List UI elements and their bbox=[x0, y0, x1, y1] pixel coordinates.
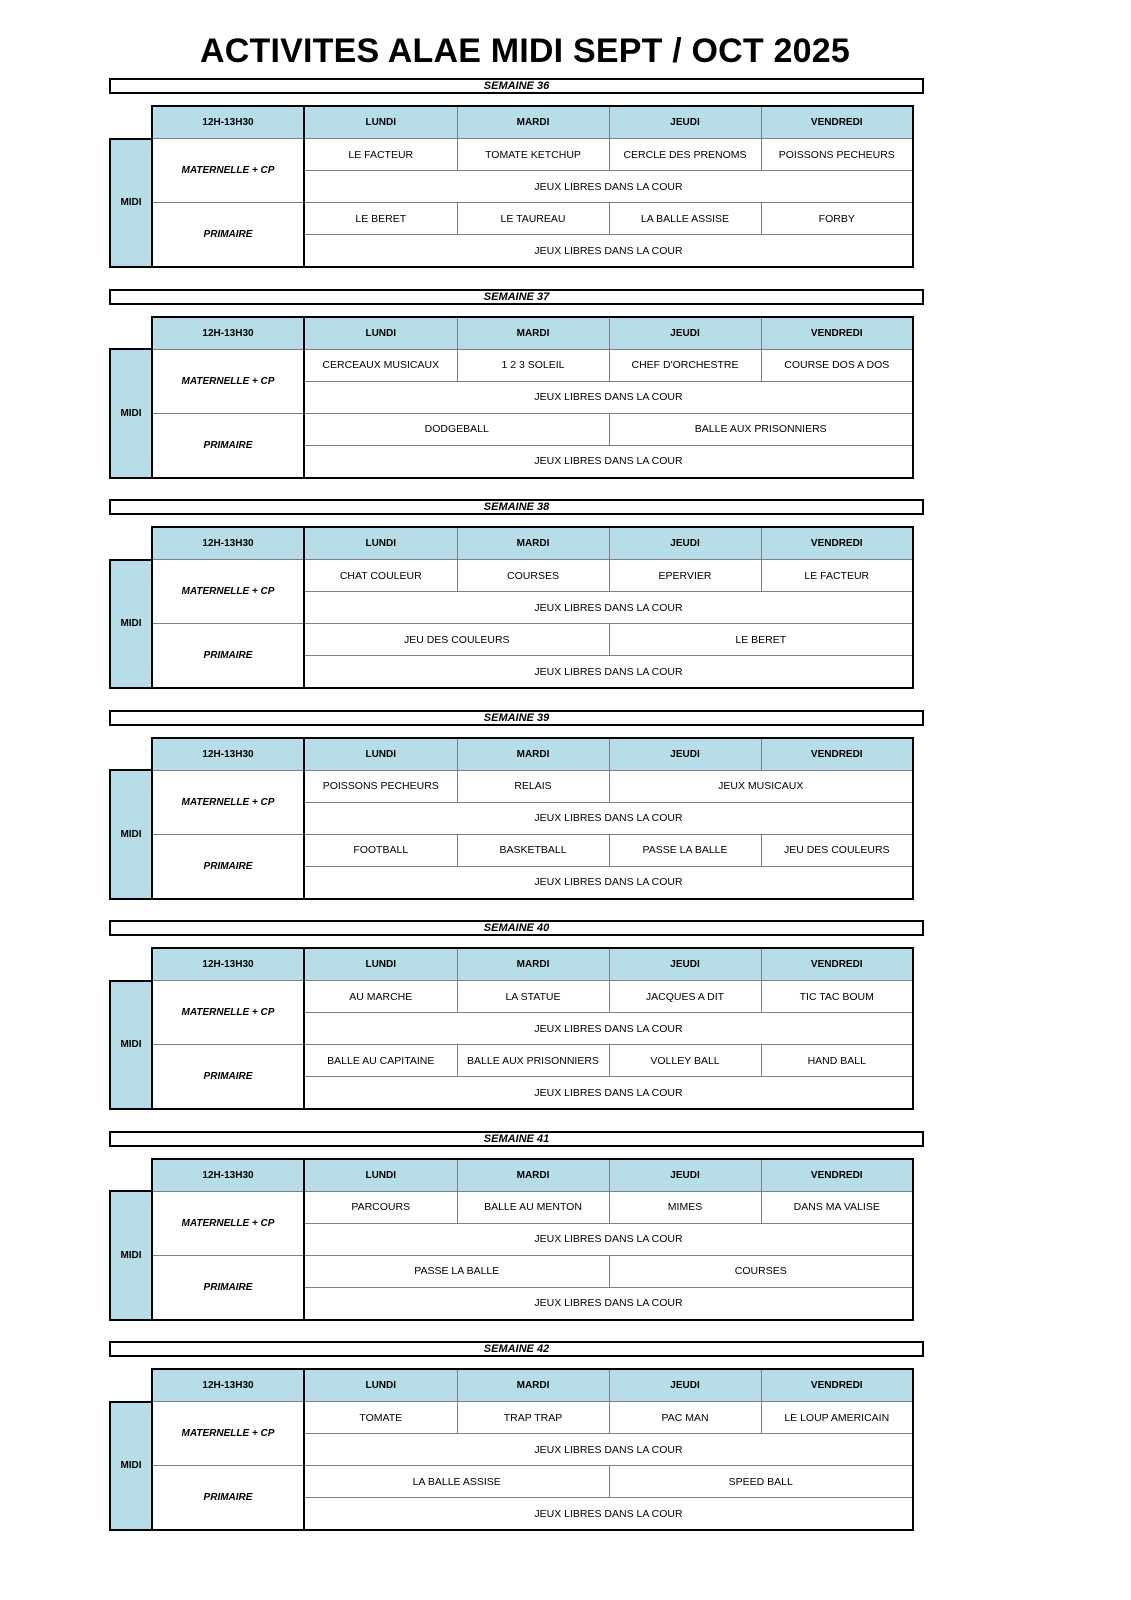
corner-cell bbox=[110, 948, 152, 981]
day-header: LUNDI bbox=[304, 317, 457, 350]
time-slot-header: 12H-13H30 bbox=[152, 1369, 304, 1402]
primaire-label: PRIMAIRE bbox=[152, 624, 304, 689]
midi-label: MIDI bbox=[110, 349, 152, 478]
activity-cell: LE TAUREAU bbox=[457, 203, 609, 235]
time-slot-header: 12H-13H30 bbox=[152, 106, 304, 139]
activity-cell: POISSONS PECHEURS bbox=[761, 139, 913, 171]
header-row bbox=[110, 106, 913, 139]
primaire-label: PRIMAIRE bbox=[152, 413, 304, 478]
activity-cell: CERCLE DES PRENOMS bbox=[609, 139, 761, 171]
day-header: MARDI bbox=[457, 317, 609, 350]
maternelle-label: MATERNELLE + CP bbox=[152, 981, 304, 1045]
midi-label: MIDI bbox=[110, 560, 152, 689]
day-header: LUNDI bbox=[304, 106, 457, 139]
activity-cell: PASSE LA BALLE bbox=[304, 1255, 609, 1287]
header-row bbox=[110, 317, 913, 350]
activity-cell: LE BERET bbox=[304, 203, 457, 235]
maternelle-activities-row bbox=[110, 981, 913, 1013]
activity-cell: BALLE AUX PRISONNIERS bbox=[609, 413, 913, 445]
schedule-table bbox=[109, 526, 914, 689]
midi-label: MIDI bbox=[110, 770, 152, 899]
day-header: VENDREDI bbox=[761, 106, 913, 139]
week-section bbox=[0, 499, 1131, 699]
activity-cell: VOLLEY BALL bbox=[609, 1045, 761, 1077]
activity-cell: PARCOURS bbox=[304, 1191, 457, 1223]
activity-cell: PAC MAN bbox=[609, 1402, 761, 1434]
week-label: SEMAINE 36 bbox=[109, 78, 924, 94]
corner-cell bbox=[110, 1369, 152, 1402]
week-label: SEMAINE 38 bbox=[109, 499, 924, 515]
day-header: MARDI bbox=[457, 1369, 609, 1402]
day-header: VENDREDI bbox=[761, 948, 913, 981]
activity-cell: 1 2 3 SOLEIL bbox=[457, 349, 609, 381]
primaire-label: PRIMAIRE bbox=[152, 1466, 304, 1531]
primaire-activities-row bbox=[110, 203, 913, 235]
schedule-table bbox=[109, 105, 914, 268]
midi-label: MIDI bbox=[110, 981, 152, 1110]
maternelle-activities-row bbox=[110, 139, 913, 171]
time-slot-header: 12H-13H30 bbox=[152, 527, 304, 560]
activity-cell: COURSES bbox=[457, 560, 609, 592]
header-row bbox=[110, 738, 913, 771]
free-play-cell: JEUX LIBRES DANS LA COUR bbox=[304, 802, 913, 834]
activity-cell: LE LOUP AMERICAIN bbox=[761, 1402, 913, 1434]
day-header: MARDI bbox=[457, 1159, 609, 1192]
activity-cell: CHEF D'ORCHESTRE bbox=[609, 349, 761, 381]
day-header: VENDREDI bbox=[761, 527, 913, 560]
corner-cell bbox=[110, 317, 152, 350]
day-header: MARDI bbox=[457, 527, 609, 560]
day-header: JEUDI bbox=[609, 317, 761, 350]
activity-cell: HAND BALL bbox=[761, 1045, 913, 1077]
midi-label: MIDI bbox=[110, 139, 152, 268]
day-header: LUNDI bbox=[304, 738, 457, 771]
activity-cell: BASKETBALL bbox=[457, 834, 609, 866]
activity-cell: CHAT COULEUR bbox=[304, 560, 457, 592]
free-play-cell: JEUX LIBRES DANS LA COUR bbox=[304, 1077, 913, 1110]
activity-cell: MIMES bbox=[609, 1191, 761, 1223]
activity-cell: CERCEAUX MUSICAUX bbox=[304, 349, 457, 381]
primaire-activities-row bbox=[110, 413, 913, 445]
free-play-cell: JEUX LIBRES DANS LA COUR bbox=[304, 1434, 913, 1466]
activity-cell: FOOTBALL bbox=[304, 834, 457, 866]
day-header: VENDREDI bbox=[761, 1159, 913, 1192]
schedule-table bbox=[109, 737, 914, 900]
primaire-activities-row bbox=[110, 1466, 913, 1498]
maternelle-activities-row bbox=[110, 1402, 913, 1434]
time-slot-header: 12H-13H30 bbox=[152, 1159, 304, 1192]
free-play-cell: JEUX LIBRES DANS LA COUR bbox=[304, 445, 913, 478]
corner-cell bbox=[110, 106, 152, 139]
day-header: JEUDI bbox=[609, 1369, 761, 1402]
schedule-table bbox=[109, 947, 914, 1110]
header-row bbox=[110, 1369, 913, 1402]
schedule-table bbox=[109, 1158, 914, 1321]
header-row bbox=[110, 1159, 913, 1192]
free-play-cell: JEUX LIBRES DANS LA COUR bbox=[304, 1287, 913, 1320]
activity-cell: DANS MA VALISE bbox=[761, 1191, 913, 1223]
activity-cell: POISSONS PECHEURS bbox=[304, 770, 457, 802]
maternelle-label: MATERNELLE + CP bbox=[152, 139, 304, 203]
activity-cell: TOMATE KETCHUP bbox=[457, 139, 609, 171]
week-label: SEMAINE 39 bbox=[109, 710, 924, 726]
activity-cell: COURSES bbox=[609, 1255, 913, 1287]
activity-cell: LA BALLE ASSISE bbox=[609, 203, 761, 235]
day-header: MARDI bbox=[457, 738, 609, 771]
activity-cell: JACQUES A DIT bbox=[609, 981, 761, 1013]
week-section bbox=[0, 289, 1131, 489]
activity-cell: TRAP TRAP bbox=[457, 1402, 609, 1434]
maternelle-activities-row bbox=[110, 349, 913, 381]
free-play-cell: JEUX LIBRES DANS LA COUR bbox=[304, 592, 913, 624]
activity-cell: DODGEBALL bbox=[304, 413, 609, 445]
day-header: VENDREDI bbox=[761, 317, 913, 350]
maternelle-activities-row bbox=[110, 1191, 913, 1223]
maternelle-label: MATERNELLE + CP bbox=[152, 770, 304, 834]
day-header: JEUDI bbox=[609, 738, 761, 771]
activity-cell: LE FACTEUR bbox=[304, 139, 457, 171]
maternelle-label: MATERNELLE + CP bbox=[152, 560, 304, 624]
time-slot-header: 12H-13H30 bbox=[152, 738, 304, 771]
week-section bbox=[0, 920, 1131, 1120]
activity-cell: BALLE AUX PRISONNIERS bbox=[457, 1045, 609, 1077]
primaire-label: PRIMAIRE bbox=[152, 1045, 304, 1110]
midi-label: MIDI bbox=[110, 1402, 152, 1531]
time-slot-header: 12H-13H30 bbox=[152, 317, 304, 350]
schedule-table bbox=[109, 316, 914, 479]
maternelle-label: MATERNELLE + CP bbox=[152, 349, 304, 413]
week-label: SEMAINE 42 bbox=[109, 1341, 924, 1357]
day-header: JEUDI bbox=[609, 106, 761, 139]
free-play-cell: JEUX LIBRES DANS LA COUR bbox=[304, 866, 913, 899]
maternelle-label: MATERNELLE + CP bbox=[152, 1191, 304, 1255]
free-play-cell: JEUX LIBRES DANS LA COUR bbox=[304, 381, 913, 413]
primaire-activities-row bbox=[110, 834, 913, 866]
week-label: SEMAINE 37 bbox=[109, 289, 924, 305]
activity-cell: JEU DES COULEURS bbox=[761, 834, 913, 866]
time-slot-header: 12H-13H30 bbox=[152, 948, 304, 981]
activity-cell: LE FACTEUR bbox=[761, 560, 913, 592]
day-header: MARDI bbox=[457, 948, 609, 981]
free-play-cell: JEUX LIBRES DANS LA COUR bbox=[304, 171, 913, 203]
corner-cell bbox=[110, 527, 152, 560]
day-header: JEUDI bbox=[609, 948, 761, 981]
maternelle-activities-row bbox=[110, 770, 913, 802]
free-play-cell: JEUX LIBRES DANS LA COUR bbox=[304, 656, 913, 689]
activity-cell: JEU DES COULEURS bbox=[304, 624, 609, 656]
page-title: ACTIVITES ALAE MIDI SEPT / OCT 2025 bbox=[200, 32, 850, 70]
primaire-label: PRIMAIRE bbox=[152, 834, 304, 899]
day-header: LUNDI bbox=[304, 1159, 457, 1192]
midi-label: MIDI bbox=[110, 1191, 152, 1320]
activity-cell: BALLE AU MENTON bbox=[457, 1191, 609, 1223]
activity-cell: SPEED BALL bbox=[609, 1466, 913, 1498]
day-header: VENDREDI bbox=[761, 738, 913, 771]
activity-cell: LA STATUE bbox=[457, 981, 609, 1013]
week-label: SEMAINE 41 bbox=[109, 1131, 924, 1147]
corner-cell bbox=[110, 738, 152, 771]
schedule-table bbox=[109, 1368, 914, 1531]
free-play-cell: JEUX LIBRES DANS LA COUR bbox=[304, 1223, 913, 1255]
activity-cell: EPERVIER bbox=[609, 560, 761, 592]
activity-cell: RELAIS bbox=[457, 770, 609, 802]
primaire-activities-row bbox=[110, 1255, 913, 1287]
day-header: VENDREDI bbox=[761, 1369, 913, 1402]
week-section bbox=[0, 78, 1131, 278]
free-play-cell: JEUX LIBRES DANS LA COUR bbox=[304, 235, 913, 268]
day-header: LUNDI bbox=[304, 527, 457, 560]
day-header: LUNDI bbox=[304, 948, 457, 981]
activity-cell: TIC TAC BOUM bbox=[761, 981, 913, 1013]
week-section bbox=[0, 1341, 1131, 1541]
header-row bbox=[110, 527, 913, 560]
activity-cell: LA BALLE ASSISE bbox=[304, 1466, 609, 1498]
day-header: MARDI bbox=[457, 106, 609, 139]
activity-cell: FORBY bbox=[761, 203, 913, 235]
day-header: JEUDI bbox=[609, 1159, 761, 1192]
primaire-activities-row bbox=[110, 1045, 913, 1077]
activity-cell: COURSE DOS A DOS bbox=[761, 349, 913, 381]
maternelle-label: MATERNELLE + CP bbox=[152, 1402, 304, 1466]
activity-cell: LE BERET bbox=[609, 624, 913, 656]
week-section bbox=[0, 1131, 1131, 1331]
primaire-activities-row bbox=[110, 624, 913, 656]
activity-cell: BALLE AU CAPITAINE bbox=[304, 1045, 457, 1077]
primaire-label: PRIMAIRE bbox=[152, 203, 304, 268]
activity-cell: JEUX MUSICAUX bbox=[609, 770, 913, 802]
header-row bbox=[110, 948, 913, 981]
corner-cell bbox=[110, 1159, 152, 1192]
free-play-cell: JEUX LIBRES DANS LA COUR bbox=[304, 1498, 913, 1531]
activity-cell: PASSE LA BALLE bbox=[609, 834, 761, 866]
week-section bbox=[0, 710, 1131, 910]
free-play-cell: JEUX LIBRES DANS LA COUR bbox=[304, 1013, 913, 1045]
week-label: SEMAINE 40 bbox=[109, 920, 924, 936]
activity-cell: TOMATE bbox=[304, 1402, 457, 1434]
primaire-label: PRIMAIRE bbox=[152, 1255, 304, 1320]
maternelle-activities-row bbox=[110, 560, 913, 592]
activity-cell: AU MARCHE bbox=[304, 981, 457, 1013]
day-header: JEUDI bbox=[609, 527, 761, 560]
day-header: LUNDI bbox=[304, 1369, 457, 1402]
